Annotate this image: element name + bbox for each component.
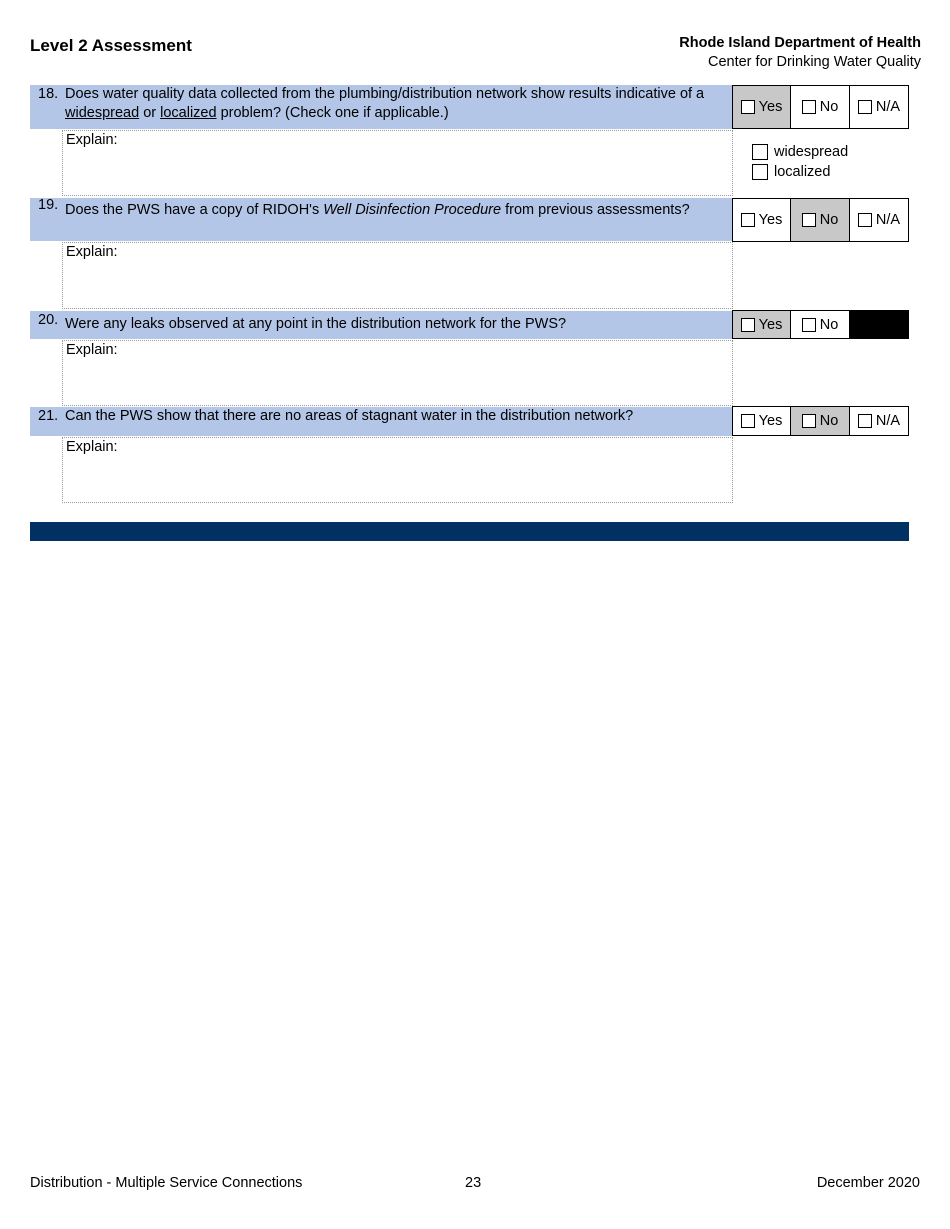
option-label: No bbox=[819, 316, 839, 333]
footer-date: December 2020 bbox=[816, 1175, 920, 1191]
explain-label: Explain: bbox=[66, 342, 118, 358]
center-name: Center for Drinking Water Quality bbox=[707, 54, 921, 70]
explain-label: Explain: bbox=[66, 132, 118, 148]
question-text bbox=[65, 201, 726, 220]
na-option[interactable] bbox=[850, 85, 909, 129]
question-number: 21. bbox=[38, 408, 59, 424]
checkbox-icon[interactable] bbox=[741, 100, 755, 114]
question-text-part: or bbox=[139, 105, 161, 121]
question-text-part: from previous assessments? bbox=[501, 202, 690, 218]
question-text: Were any leaks observed at any point in the distribution network for the PWS? bbox=[65, 316, 567, 332]
option-label: Yes bbox=[758, 99, 783, 115]
localized-option[interactable] bbox=[752, 164, 830, 180]
answer-group-20 bbox=[732, 310, 910, 339]
question-number: 19. bbox=[38, 197, 59, 213]
option-label: Yes bbox=[758, 212, 783, 228]
checkbox-icon[interactable] bbox=[858, 414, 872, 428]
checkbox-icon[interactable] bbox=[802, 100, 816, 114]
question-21 bbox=[30, 407, 732, 436]
question-number: 18. bbox=[38, 86, 59, 102]
option-label: N/A bbox=[875, 99, 901, 115]
checkbox-icon[interactable] bbox=[752, 164, 768, 180]
explain-label: Explain: bbox=[66, 439, 118, 455]
na-option[interactable] bbox=[850, 406, 909, 436]
no-option[interactable] bbox=[791, 85, 850, 129]
page-number: 23 bbox=[465, 1175, 482, 1191]
question-20 bbox=[30, 311, 732, 339]
answer-group-19 bbox=[732, 198, 910, 242]
no-option[interactable] bbox=[791, 198, 850, 242]
no-option[interactable] bbox=[791, 406, 850, 436]
question-19 bbox=[30, 198, 732, 241]
checkbox-icon[interactable] bbox=[741, 414, 755, 428]
option-label: No bbox=[819, 99, 839, 115]
option-label: N/A bbox=[875, 212, 901, 228]
option-label: Yes bbox=[758, 316, 783, 333]
section-divider-bar bbox=[30, 522, 909, 541]
org-name: Rhode Island Department of Health bbox=[679, 35, 921, 51]
footer-left: Distribution - Multiple Service Connections bbox=[30, 1175, 303, 1191]
page-title: Level 2 Assessment bbox=[30, 36, 192, 55]
option-label: localized bbox=[774, 164, 831, 180]
question-text-italic: Well Disinfection Procedure bbox=[323, 202, 502, 218]
question-text-part: Does water quality data collected from the plumbing/distribution network show results indicative of a bbox=[65, 86, 705, 102]
option-label: N/A bbox=[875, 413, 901, 429]
yes-option[interactable] bbox=[732, 310, 791, 339]
question-text-underlined: widespread bbox=[65, 105, 140, 121]
yes-option[interactable] bbox=[732, 406, 791, 436]
checkbox-icon[interactable] bbox=[741, 213, 755, 227]
explain-label: Explain: bbox=[66, 244, 118, 260]
question-text-part: Does the PWS have a copy of RIDOH's bbox=[65, 202, 324, 218]
checkbox-icon[interactable] bbox=[858, 100, 872, 114]
checkbox-icon[interactable] bbox=[741, 318, 755, 332]
question-text-part: problem? (Check one if applicable.) bbox=[216, 105, 449, 121]
no-option[interactable] bbox=[791, 310, 850, 339]
question-number: 20. bbox=[38, 312, 59, 328]
checkbox-icon[interactable] bbox=[802, 318, 816, 332]
question-18 bbox=[30, 85, 732, 129]
question-text: Can the PWS show that there are no areas of stagnant water in the distribution network? bbox=[65, 408, 634, 424]
header-org-block bbox=[679, 34, 921, 72]
checkbox-icon[interactable] bbox=[802, 213, 816, 227]
explain-field-20[interactable] bbox=[62, 340, 733, 406]
answer-group-18 bbox=[732, 85, 910, 129]
checkbox-icon[interactable] bbox=[858, 213, 872, 227]
yes-option[interactable] bbox=[732, 198, 791, 242]
explain-field-19[interactable] bbox=[62, 242, 733, 309]
question-text bbox=[65, 85, 726, 123]
widespread-option[interactable] bbox=[752, 144, 848, 160]
blocked-cell bbox=[850, 310, 909, 339]
checkbox-icon[interactable] bbox=[752, 144, 768, 160]
checkbox-icon[interactable] bbox=[802, 414, 816, 428]
option-label: Yes bbox=[758, 413, 783, 429]
yes-option[interactable] bbox=[732, 85, 791, 129]
option-label: No bbox=[819, 212, 839, 228]
explain-field-18[interactable] bbox=[62, 130, 733, 196]
question-text-underlined: localized bbox=[160, 105, 217, 121]
explain-field-21[interactable] bbox=[62, 437, 733, 503]
answer-group-21 bbox=[732, 406, 910, 436]
option-label: No bbox=[819, 413, 839, 429]
option-label: widespread bbox=[774, 144, 849, 160]
na-option[interactable] bbox=[850, 198, 909, 242]
